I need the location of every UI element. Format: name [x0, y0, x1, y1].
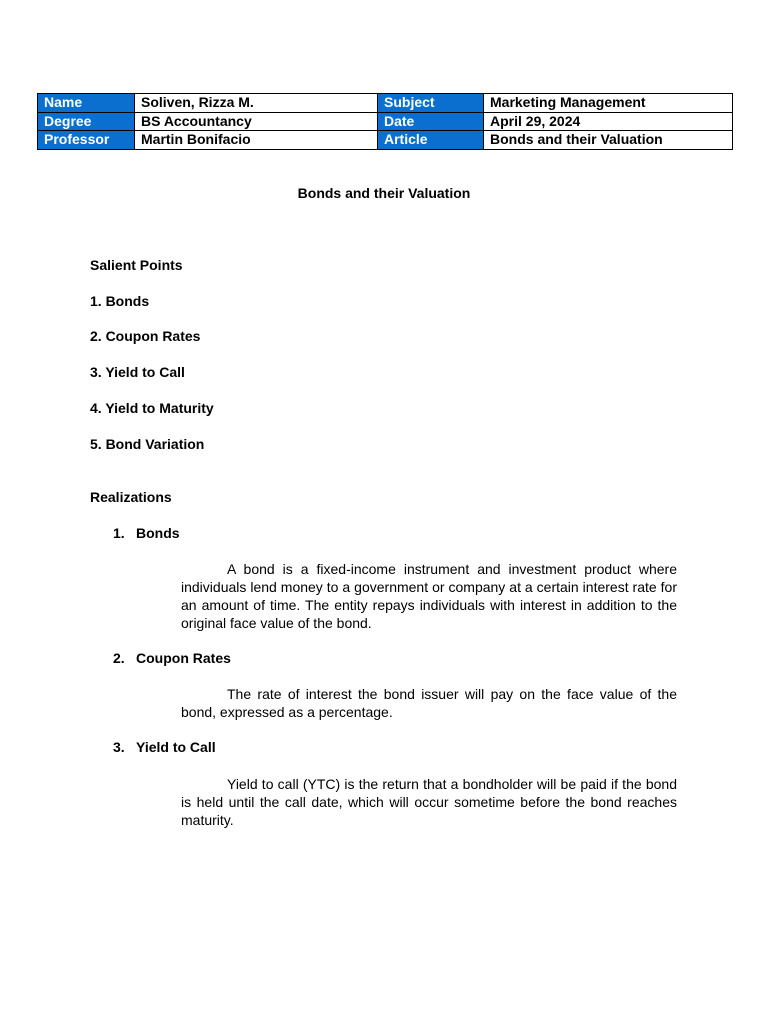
salient-points-heading: Salient Points	[90, 257, 183, 273]
professor-value: Martin Bonifacio	[135, 131, 378, 150]
table-row	[38, 94, 733, 113]
realization-number: 3.	[113, 739, 125, 755]
degree-value: BS Accountancy	[135, 112, 378, 131]
salient-item: 5. Bond Variation	[90, 436, 205, 452]
professor-label: Professor	[38, 131, 135, 150]
realization-paragraph: A bond is a fixed-income instrument and investment product where individuals lend money to a government or company at a certain interest rate for an amount of time. The entity repays individuals with interest in addition to the original face value of the bond.	[181, 561, 677, 631]
subject-value: Marketing Management	[484, 94, 733, 113]
realizations-heading: Realizations	[90, 489, 172, 505]
subject-label: Subject	[378, 94, 484, 113]
degree-label: Degree	[38, 112, 135, 131]
date-label: Date	[378, 112, 484, 131]
article-value: Bonds and their Valuation	[484, 131, 733, 150]
realization-number: 2.	[113, 650, 125, 666]
salient-item: 1. Bonds	[90, 293, 150, 309]
realization-heading-coupon-rates	[113, 650, 231, 666]
salient-item: 4. Yield to Maturity	[90, 400, 214, 416]
realization-paragraph: Yield to call (YTC) is the return that a bondholder will be paid if the bond is held until the call date, which will occur sometime before the bond reaches maturity.	[181, 776, 677, 828]
name-value: Soliven, Rizza M.	[135, 94, 378, 113]
realization-heading-bonds	[113, 525, 180, 541]
salient-item: 3. Yield to Call	[90, 364, 185, 380]
realization-title: Bonds	[136, 525, 180, 541]
document-title: Bonds and their Valuation	[297, 185, 471, 201]
article-label: Article	[378, 131, 484, 150]
realization-number: 1.	[113, 525, 125, 541]
date-value: April 29, 2024	[484, 112, 733, 131]
realization-heading-yield-to-call	[113, 739, 216, 755]
name-label: Name	[38, 94, 135, 113]
salient-item: 2. Coupon Rates	[90, 328, 201, 344]
header-info-table	[37, 93, 733, 150]
realization-title: Yield to Call	[136, 739, 216, 755]
realization-paragraph: The rate of interest the bond issuer will pay on the face value of the bond, expressed as a percentage.	[181, 686, 677, 720]
table-row	[38, 131, 733, 150]
realization-title: Coupon Rates	[136, 650, 231, 666]
table-row	[38, 112, 733, 131]
